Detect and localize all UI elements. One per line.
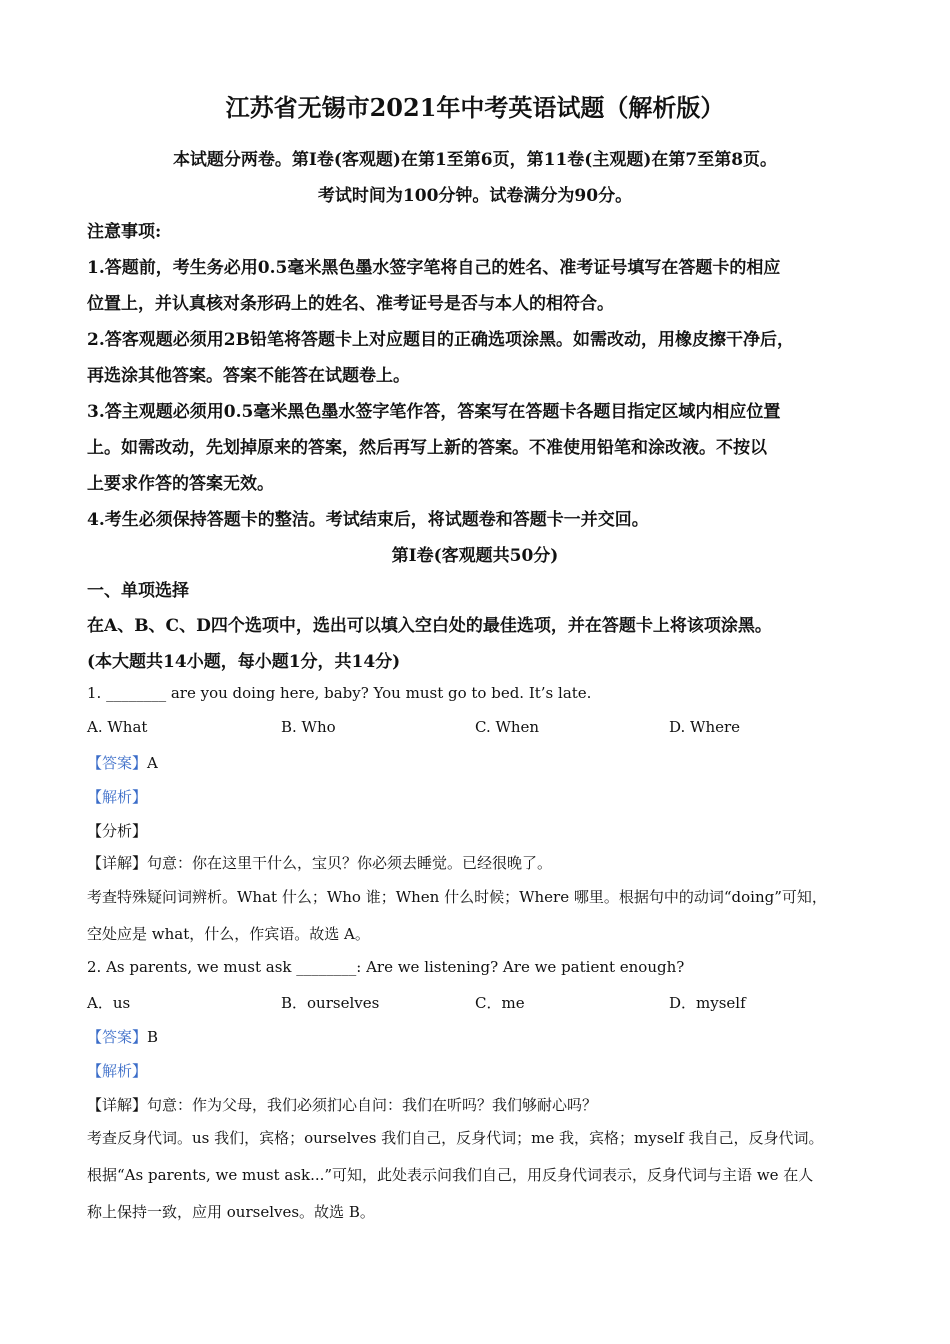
notes-line: 1.答题前，考生务必用0.5毫米黑色墨水签字笔将自己的姓名、准考证号填写在答题卡的相应	[87, 258, 781, 278]
question-1-option-d: D. Where	[669, 718, 741, 736]
notes-line: 2.答客观题必须用2B铅笔将答题卡上对应题目的正确选项涂黑。如需改动，用橡皮擦干净后，	[87, 330, 794, 350]
notes-line: 上。如需改动，先划掉原来的答案，然后再写上新的答案。不准使用铅笔和涂改液。不按以	[87, 438, 767, 458]
question-2-stem: 2. As parents, we must ask ________: Are we listening? Are we patient enough?	[87, 958, 685, 976]
question-2-detail	[87, 1094, 597, 1115]
detail-text: 句意：你在这里干什么，宝贝？你必须去睡觉。已经很晚了。	[147, 854, 553, 872]
notes-line: 上要求作答的答案无效。	[87, 474, 274, 494]
intro-line-1: 本试题分两卷。第I卷(客观题)在第1至第6页，第11卷(主观题)在第7至第8页。	[172, 150, 778, 170]
question-1-answer	[87, 752, 158, 773]
question-1-detail	[87, 852, 552, 873]
question-2-answer	[87, 1026, 158, 1047]
part-instruction: 在A、B、C、D四个选项中，选出可以填入空白处的最佳选项，并在答题卡上将该项涂黑。	[87, 616, 772, 636]
question-2-explain: 考查反身代词。us 我们，宾格；ourselves 我们自己，反身代词；me 我，宾格；myself 我自己，反身代词。	[87, 1129, 824, 1147]
question-1-fenxi-tag: 【分析】	[87, 822, 148, 840]
question-2-option-a: A．us	[87, 994, 131, 1012]
notes-heading: 注意事项:	[87, 222, 162, 242]
question-1-option-b: B. Who	[281, 718, 336, 736]
notes-line: 再选涂其他答案。答案不能答在试题卷上。	[87, 366, 410, 386]
notes-line: 3.答主观题必须用0.5毫米黑色墨水签字笔作答，答案写在答题卡各题目指定区域内相应位置	[87, 402, 781, 422]
question-2-option-b: B．ourselves	[281, 994, 380, 1012]
question-2-option-d: D．myself	[669, 994, 746, 1012]
volume-title: 第I卷(客观题共50分)	[391, 546, 559, 566]
notes-line: 4.考生必须保持答题卡的整洁。考试结束后，将试题卷和答题卡一并交回。	[87, 510, 649, 530]
answer-tag: 【答案】	[87, 1028, 148, 1046]
question-1-explain: 空处应是 what，什么，作宾语。故选 A。	[87, 925, 370, 943]
page-title: 江苏省无锡市2021年中考英语试题（解析版）	[225, 93, 725, 122]
question-2-explain: 根据“As parents, we must ask...”可知，此处表示问我们自己，用反身代词表示，反身代词与主语 we 在人	[87, 1166, 814, 1184]
answer-tag: 【答案】	[87, 754, 148, 772]
question-2-option-c: C．me	[475, 994, 525, 1012]
notes-line: 位置上，并认真核对条形码上的姓名、准考证号是否与本人的相符合。	[87, 294, 614, 314]
detail-tag: 【详解】	[87, 854, 148, 872]
answer-value: A	[147, 754, 158, 772]
intro-line-2: 考试时间为100分钟。试卷满分为90分。	[317, 186, 633, 206]
question-1-stem: 1. ________ are you doing here, baby? You must go to bed. It’s late.	[87, 684, 592, 702]
question-1-option-a: A. What	[87, 718, 148, 736]
answer-value: B	[147, 1028, 159, 1046]
question-1-analysis-tag: 【解析】	[87, 788, 148, 806]
question-2-explain: 称上保持一致，应用 ourselves。故选 B。	[87, 1203, 375, 1221]
detail-tag: 【详解】	[87, 1096, 148, 1114]
question-1-option-c: C. When	[475, 718, 540, 736]
question-2-analysis-tag: 【解析】	[87, 1062, 148, 1080]
part-title: 一、单项选择	[87, 581, 189, 601]
question-1-explain: 考查特殊疑问词辨析。What 什么；Who 谁；When 什么时候；Where 哪里。根据句中的动词“doing”可知，	[87, 888, 827, 906]
detail-text: 句意：作为父母，我们必须扪心自问：我们在听吗？我们够耐心吗？	[147, 1096, 598, 1114]
part-scoring: (本大题共14小题，每小题1分，共14分)	[87, 652, 401, 672]
